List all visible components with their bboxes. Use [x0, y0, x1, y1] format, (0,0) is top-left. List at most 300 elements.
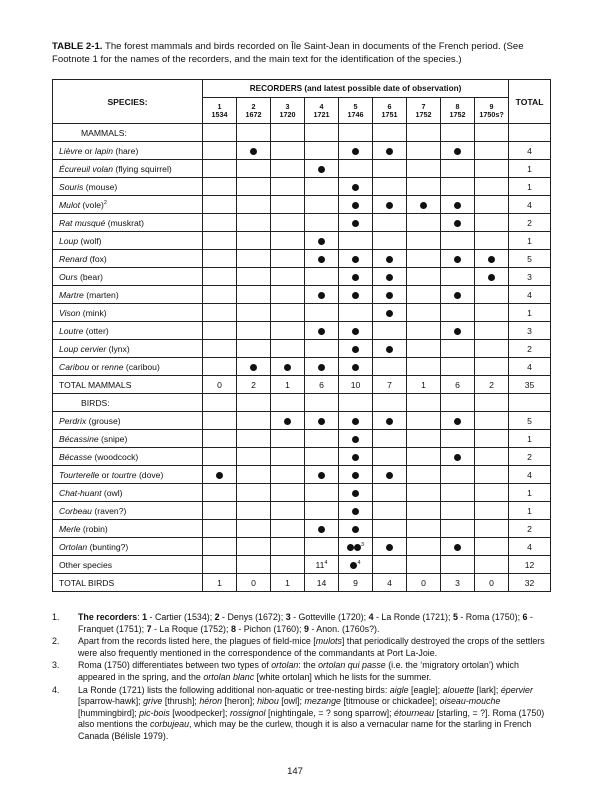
- table-row: [53, 340, 551, 358]
- observation-cell: [339, 556, 373, 574]
- recorder-year: 1752: [449, 109, 466, 119]
- observation-dot: [386, 202, 393, 209]
- observation-cell: [373, 268, 407, 286]
- total-value: 2: [475, 376, 509, 394]
- observation-cell: [339, 322, 373, 340]
- species-name: [53, 358, 203, 376]
- species-name: [53, 484, 203, 502]
- observation-cell: [407, 412, 441, 430]
- recorder-number: 7: [421, 101, 426, 111]
- recorder-header-cell: [441, 98, 475, 124]
- observation-dot: [420, 202, 427, 209]
- observation-cell: [441, 502, 475, 520]
- observation-dot: [352, 346, 359, 353]
- recorder-year: 1751: [381, 109, 398, 119]
- empty-cell: [305, 394, 339, 412]
- species-name: [53, 412, 203, 430]
- other-species-count: 11: [315, 559, 325, 570]
- row-total: 4: [509, 196, 551, 214]
- observation-cell: [203, 214, 237, 232]
- species-common-name: (caribou): [123, 361, 160, 372]
- observation-dot: [454, 454, 461, 461]
- total-value: 7: [373, 376, 407, 394]
- recorder-number: 8: [455, 101, 460, 111]
- observation-cell: [373, 178, 407, 196]
- species-name: [53, 178, 203, 196]
- observation-cell: [441, 286, 475, 304]
- empty-cell: [509, 124, 551, 142]
- row-total: 5: [509, 250, 551, 268]
- species-common-name: (grouse): [86, 415, 121, 426]
- observation-cell: [305, 160, 339, 178]
- species-common-name: (raven?): [91, 505, 127, 516]
- observation-cell: [407, 448, 441, 466]
- empty-cell: [339, 124, 373, 142]
- recorder-year: 1752: [415, 109, 432, 119]
- species-common-name: (bear): [77, 271, 103, 282]
- species-common-name: (marten): [83, 289, 119, 300]
- observation-dot: [318, 256, 325, 263]
- table-row: [53, 160, 551, 178]
- observation-cell: [305, 340, 339, 358]
- observation-cell: [305, 268, 339, 286]
- table-row: [53, 196, 551, 214]
- table-caption: [52, 40, 552, 66]
- observation-dot: [352, 256, 359, 263]
- observation-cell: [271, 502, 305, 520]
- observation-dot: [454, 328, 461, 335]
- species-common-name: (flying squirrel): [112, 163, 172, 174]
- observation-cell: [305, 304, 339, 322]
- observation-dot: [318, 526, 325, 533]
- observation-cell: [441, 538, 475, 556]
- observation-dot: [352, 292, 359, 299]
- species-name: [53, 466, 203, 484]
- observation-cell: [373, 466, 407, 484]
- empty-cell: [407, 124, 441, 142]
- total-value: 6: [441, 376, 475, 394]
- row-total: 3: [509, 268, 551, 286]
- total-value: 0: [237, 574, 271, 592]
- species-name: [53, 142, 203, 160]
- total-row: [53, 574, 551, 592]
- observation-dot: [454, 418, 461, 425]
- recorder-header-cell: [339, 98, 373, 124]
- recorder-number: 5: [353, 101, 358, 111]
- total-value: 1: [203, 574, 237, 592]
- table-row: [53, 502, 551, 520]
- observation-dot: [352, 184, 359, 191]
- footnote-text: Roma (1750) differentiates between two types of ortolan: the ortolan qui passe (i.e. the ‘migratory ortolan’) which appeared in the spring, and the ortolan blanc [white ortolan] which he lists for the summer.: [78, 660, 519, 682]
- observation-cell: [237, 448, 271, 466]
- observation-cell: [237, 286, 271, 304]
- observation-cell: [237, 340, 271, 358]
- section-label: BIRDS:: [53, 394, 203, 412]
- species-common-name: (robin): [80, 523, 108, 534]
- species-name: [53, 160, 203, 178]
- total-value: 6: [305, 376, 339, 394]
- total-value: 3: [441, 574, 475, 592]
- total-value: 0: [407, 574, 441, 592]
- observation-cell: [237, 412, 271, 430]
- empty-cell: [373, 394, 407, 412]
- row-total: 1: [509, 484, 551, 502]
- observation-cell: [407, 250, 441, 268]
- observation-cell: [271, 430, 305, 448]
- observation-cell: [475, 268, 509, 286]
- observation-cell: [475, 322, 509, 340]
- observation-cell: [305, 214, 339, 232]
- observation-cell: [237, 430, 271, 448]
- observation-cell: [373, 502, 407, 520]
- recorders-header: RECORDERS (and latest possible date of observation): [203, 80, 509, 98]
- empty-cell: [373, 124, 407, 142]
- observation-cell: [407, 520, 441, 538]
- footnote-text: The recorders: 1 - Cartier (1534); 2 - Denys (1672); 3 - Gotteville (1720); 4 - La Ronde (1721); 5 - Roma (1750); 6 - Franquet (1751); 7 - La Roque (1752); 8 - Pichon (1760); 9 - Anon. (1760s?).: [78, 612, 533, 634]
- observation-dot: [352, 508, 359, 515]
- recorder-number: 9: [489, 101, 494, 111]
- observation-cell: [305, 232, 339, 250]
- empty-cell: [271, 394, 305, 412]
- observation-cell: [271, 250, 305, 268]
- row-total: 1: [509, 502, 551, 520]
- observation-dot: [352, 202, 359, 209]
- observation-cell: [441, 430, 475, 448]
- species-french-name: Ours: [59, 271, 78, 282]
- observation-cell: [203, 466, 237, 484]
- species-common-name: (muskrat): [105, 217, 145, 228]
- species-common-name: (vole): [80, 199, 104, 210]
- observation-cell: [271, 160, 305, 178]
- observation-cell: [203, 286, 237, 304]
- species-french-name-alt: tourtre: [111, 469, 137, 480]
- observation-cell: [407, 358, 441, 376]
- observation-cell: [305, 412, 339, 430]
- observation-cell: [203, 232, 237, 250]
- total-header: TOTAL: [509, 80, 551, 124]
- empty-cell: [203, 124, 237, 142]
- observation-cell: [339, 484, 373, 502]
- species-french-name: Souris: [59, 181, 84, 192]
- observation-cell: [237, 322, 271, 340]
- observation-cell: [373, 232, 407, 250]
- observation-cell: [237, 484, 271, 502]
- species-name: [53, 232, 203, 250]
- observation-cell: [203, 340, 237, 358]
- table-row: [53, 538, 551, 556]
- empty-cell: [475, 394, 509, 412]
- species-french-name: Écureuil volan: [59, 163, 113, 174]
- total-value: 4: [373, 574, 407, 592]
- species-french-name: Merle: [59, 523, 81, 534]
- observation-cell: [237, 232, 271, 250]
- observation-cell: [203, 322, 237, 340]
- empty-cell: [509, 394, 551, 412]
- recorder-header-cell: [203, 98, 237, 124]
- observation-cell: [305, 538, 339, 556]
- empty-cell: [305, 124, 339, 142]
- table-row: [53, 322, 551, 340]
- species-french-name: Rat musqué: [59, 217, 106, 228]
- observation-cell: [339, 520, 373, 538]
- observation-cell: [339, 250, 373, 268]
- observation-cell: [305, 556, 339, 574]
- observation-cell: [271, 196, 305, 214]
- observation-cell: [271, 214, 305, 232]
- observation-cell: [441, 304, 475, 322]
- row-total: 1: [509, 178, 551, 196]
- other-species-row: [53, 556, 551, 574]
- observation-cell: [237, 358, 271, 376]
- observation-cell: [203, 142, 237, 160]
- observation-cell: [339, 232, 373, 250]
- species-french-name: Lièvre: [59, 145, 83, 156]
- observation-cell: [441, 196, 475, 214]
- total-value: 2: [237, 376, 271, 394]
- row-total: 12: [509, 556, 551, 574]
- observation-cell: [237, 178, 271, 196]
- observation-cell: [441, 178, 475, 196]
- observation-cell: [203, 196, 237, 214]
- total-value: 0: [475, 574, 509, 592]
- observation-dot: [386, 544, 393, 551]
- observation-cell: [407, 556, 441, 574]
- species-name: [53, 214, 203, 232]
- footnote: [52, 636, 550, 659]
- observation-cell: [441, 448, 475, 466]
- other-species-label: Other species: [53, 556, 203, 574]
- observation-cell: [373, 214, 407, 232]
- species-french-name: Loutre: [59, 325, 84, 336]
- observation-dot: [318, 472, 325, 479]
- observation-cell: [407, 322, 441, 340]
- observation-cell: [373, 358, 407, 376]
- observation-dot: [352, 274, 359, 281]
- row-total: 4: [509, 538, 551, 556]
- observation-dot: [352, 328, 359, 335]
- species-table: [52, 79, 551, 592]
- observation-cell: [441, 358, 475, 376]
- species-name: [53, 250, 203, 268]
- observation-cell: [339, 304, 373, 322]
- observation-cell: [407, 430, 441, 448]
- observation-dot: [216, 472, 223, 479]
- observation-cell: [237, 214, 271, 232]
- observation-cell: [271, 232, 305, 250]
- species-french-name: Renard: [59, 253, 88, 264]
- observation-cell: [203, 178, 237, 196]
- species-name: [53, 502, 203, 520]
- observation-dot: [352, 472, 359, 479]
- observation-cell: [441, 484, 475, 502]
- observation-cell: [373, 160, 407, 178]
- observation-dot: [454, 202, 461, 209]
- observation-cell: [339, 412, 373, 430]
- page-number: 147: [287, 766, 303, 777]
- observation-cell: [237, 520, 271, 538]
- observation-cell: [441, 142, 475, 160]
- observation-cell: [237, 268, 271, 286]
- observation-dot: [454, 292, 461, 299]
- footnote-ref: 2: [103, 199, 107, 206]
- observation-cell: [203, 538, 237, 556]
- observation-cell: [339, 502, 373, 520]
- observation-cell: [475, 556, 509, 574]
- recorder-header-cell: [271, 98, 305, 124]
- table-row: [53, 268, 551, 286]
- observation-cell: [237, 466, 271, 484]
- observation-dot: [454, 148, 461, 155]
- observation-dot: [352, 454, 359, 461]
- species-common-name: (bunting?): [87, 541, 129, 552]
- species-joiner: or: [82, 145, 95, 156]
- observation-cell: [373, 340, 407, 358]
- row-total: 1: [509, 304, 551, 322]
- observation-cell: [441, 268, 475, 286]
- observation-cell: [271, 520, 305, 538]
- table-row: [53, 304, 551, 322]
- species-french-name: Tourterelle: [59, 469, 100, 480]
- observation-dot: [352, 490, 359, 497]
- table-row: [53, 520, 551, 538]
- observation-cell: [475, 232, 509, 250]
- observation-cell: [373, 484, 407, 502]
- observation-dot: [454, 220, 461, 227]
- observation-cell: [407, 196, 441, 214]
- row-total: 3: [509, 322, 551, 340]
- observation-dot: [352, 436, 359, 443]
- footnote-text: Apart from the records listed here, the plagues of field-mice [mulots] that periodically destroyed the crops of the settlers were also frequently mentioned in the correspondence of the commandants at Port La-Joie.: [78, 636, 545, 658]
- observation-dot: [352, 220, 359, 227]
- observation-cell: [407, 178, 441, 196]
- footnote-number: 1.: [52, 612, 60, 622]
- recorder-number: 3: [285, 101, 290, 111]
- observation-cell: [475, 484, 509, 502]
- observation-dot: [386, 472, 393, 479]
- observation-cell: [305, 448, 339, 466]
- observation-cell: [271, 556, 305, 574]
- footnote-ref: 3: [360, 541, 365, 548]
- recorder-number: 6: [387, 101, 392, 111]
- observation-dot: [284, 418, 291, 425]
- observation-cell: [407, 466, 441, 484]
- observation-dot: [386, 310, 393, 317]
- recorder-number: 1: [217, 101, 222, 111]
- observation-dot: [488, 274, 495, 281]
- recorder-year: 1720: [279, 109, 296, 119]
- table-row: [53, 412, 551, 430]
- observation-cell: [237, 556, 271, 574]
- observation-cell: [305, 142, 339, 160]
- species-common-name: (fox): [87, 253, 107, 264]
- observation-cell: [271, 286, 305, 304]
- recorder-header-cell: [373, 98, 407, 124]
- observation-cell: [271, 304, 305, 322]
- observation-cell: [305, 430, 339, 448]
- row-total: 2: [509, 340, 551, 358]
- observation-cell: [271, 448, 305, 466]
- empty-cell: [271, 124, 305, 142]
- observation-cell: [475, 520, 509, 538]
- row-total: 2: [509, 520, 551, 538]
- observation-cell: [407, 160, 441, 178]
- species-common-name: (otter): [83, 325, 109, 336]
- observation-cell: [475, 304, 509, 322]
- observation-cell: [475, 178, 509, 196]
- table-row: [53, 286, 551, 304]
- observation-cell: [305, 178, 339, 196]
- observation-cell: [237, 502, 271, 520]
- footnote-number: 3.: [52, 660, 60, 671]
- empty-cell: [441, 124, 475, 142]
- observation-cell: [271, 466, 305, 484]
- observation-cell: [407, 232, 441, 250]
- observation-cell: [203, 160, 237, 178]
- observation-cell: [475, 412, 509, 430]
- species-french-name-alt: renne: [101, 361, 124, 372]
- species-french-name: Bécassine: [59, 433, 99, 444]
- observation-cell: [441, 232, 475, 250]
- observation-cell: [271, 340, 305, 358]
- observation-cell: [475, 448, 509, 466]
- observation-cell: [475, 538, 509, 556]
- row-total: 2: [509, 214, 551, 232]
- observation-cell: [305, 196, 339, 214]
- observation-dot: [352, 418, 359, 425]
- observation-cell: [339, 178, 373, 196]
- observation-dot: [386, 274, 393, 281]
- recorder-year: 1534: [211, 109, 228, 119]
- observation-cell: [237, 196, 271, 214]
- observation-dot: [386, 256, 393, 263]
- observation-cell: [475, 250, 509, 268]
- row-total: 1: [509, 430, 551, 448]
- row-total: 4: [509, 142, 551, 160]
- empty-cell: [237, 394, 271, 412]
- observation-cell: [475, 502, 509, 520]
- observation-cell: [305, 502, 339, 520]
- recorder-year: 1746: [347, 109, 364, 119]
- table-row: [53, 232, 551, 250]
- recorder-header-cell: [237, 98, 271, 124]
- total-value: 0: [203, 376, 237, 394]
- observation-cell: [237, 160, 271, 178]
- footnote-number: 4.: [52, 684, 60, 695]
- observation-cell: [407, 142, 441, 160]
- observation-dot: [454, 256, 461, 263]
- row-total: 4: [509, 286, 551, 304]
- observation-cell: [339, 430, 373, 448]
- footnotes: [52, 612, 550, 744]
- species-french-name-alt: lapin: [94, 145, 113, 156]
- species-name: [53, 538, 203, 556]
- table-row: [53, 214, 551, 232]
- observation-dot: [318, 418, 325, 425]
- species-french-name: Loup cervier: [59, 343, 107, 354]
- species-french-name: Mulot: [59, 199, 81, 210]
- species-common-name: (hare): [113, 145, 139, 156]
- observation-dot: [284, 364, 291, 371]
- observation-cell: [305, 358, 339, 376]
- observation-cell: [475, 214, 509, 232]
- species-common-name: (owl): [101, 487, 123, 498]
- observation-dot: [386, 148, 393, 155]
- table-row: [53, 250, 551, 268]
- observation-cell: [305, 520, 339, 538]
- row-total: 1: [509, 160, 551, 178]
- observation-cell: [475, 358, 509, 376]
- section-row: [53, 124, 551, 142]
